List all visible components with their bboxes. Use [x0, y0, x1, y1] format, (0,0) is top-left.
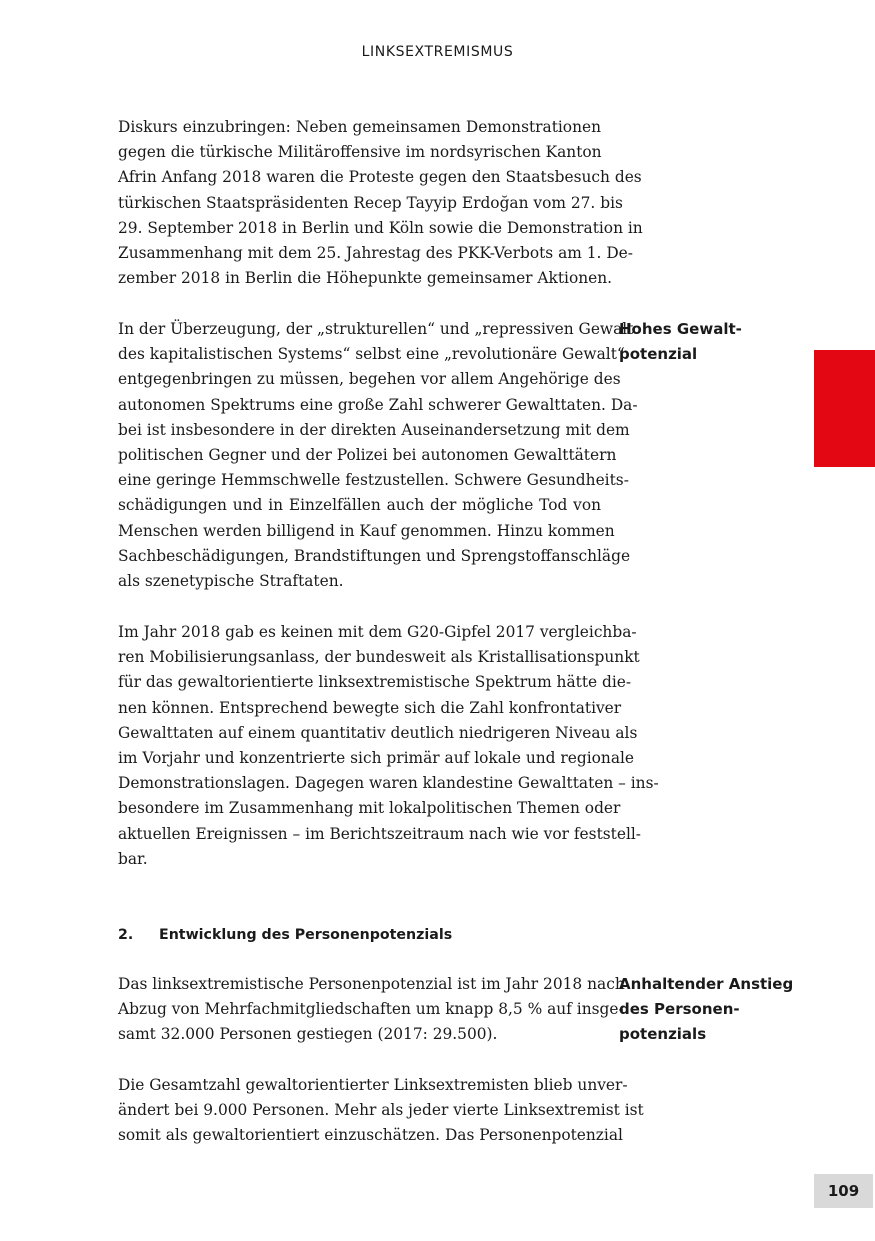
- text-line: entgegenbringen zu müssen, begehen vor allem Angehörige des: [118, 370, 621, 389]
- text-line: samt 32.000 Personen gestiegen (2017: 29.500).: [118, 1025, 498, 1044]
- body-paragraph: [118, 317, 638, 594]
- text-line: bar.: [118, 849, 148, 868]
- text-line: In der Überzeugung, der „strukturellen“ und „repressiven Gewalt: [118, 320, 634, 338]
- chapter-tab-marker: [814, 350, 875, 467]
- text-line: Die Gesamtzahl gewaltorientierter Linksextremisten blieb unver-: [118, 1076, 628, 1094]
- margin-note-line: potenzials: [619, 1025, 707, 1044]
- text-line: Zusammenhang mit dem 25. Jahrestag des PKK-Verbots am 1. De-: [118, 244, 633, 263]
- section-heading: [118, 924, 452, 946]
- text-line: zember 2018 in Berlin die Höhepunkte gemeinsamer Aktionen.: [118, 269, 613, 288]
- text-line: Menschen werden billigend in Kauf genommen. Hinzu kommen: [118, 521, 615, 540]
- text-line: bei ist insbesondere in der direkten Auseinandersetzung mit dem: [118, 420, 630, 439]
- text-line: Abzug von Mehrfachmitgliedschaften um knapp 8,5 % auf insge-: [118, 1000, 624, 1019]
- margin-note-line: potenzial: [619, 345, 698, 364]
- text-line: ändert bei 9.000 Personen. Mehr als jeder vierte Linksextremist ist: [118, 1101, 644, 1120]
- text-line: des kapitalistischen Systems“ selbst eine „revolutionäre Gewalt“: [118, 345, 625, 364]
- margin-note: [619, 972, 799, 1048]
- text-line: gegen die türkische Militäroffensive im nordsyrischen Kanton: [118, 143, 602, 162]
- text-line: als szenetypische Straftaten.: [118, 572, 344, 591]
- text-line: türkischen Staatspräsidenten Recep Tayyip Erdoğan vom 27. bis: [118, 193, 623, 212]
- text-line: 29. September 2018 in Berlin und Köln sowie die Demonstration in: [118, 218, 643, 237]
- text-line: im Vorjahr und konzentrierte sich primär auf lokale und regionale: [118, 749, 635, 768]
- text-line: Sachbeschädigungen, Brandstiftungen und Sprengstoffanschläge: [118, 546, 631, 565]
- text-line: Diskurs einzubringen: Neben gemeinsamen Demonstrationen: [118, 118, 601, 136]
- text-line: für das gewaltorientierte linksextremistische Spektrum hätte die-: [118, 673, 632, 692]
- text-line: autonomen Spektrums eine große Zahl schwerer Gewalttaten. Da-: [118, 395, 638, 414]
- text-line: ren Mobilisierungsanlass, der bundesweit als Kristallisationspunkt: [118, 648, 640, 667]
- margin-note-line: Hohes Gewalt-: [619, 320, 742, 338]
- margin-note: [619, 317, 799, 367]
- page-number: 109: [814, 1174, 873, 1208]
- text-line: Im Jahr 2018 gab es keinen mit dem G20-Gipfel 2017 vergleichba-: [118, 623, 637, 641]
- text-line: Afrin Anfang 2018 waren die Proteste gegen den Staatsbesuch des: [118, 168, 642, 187]
- body-paragraph: [118, 1073, 644, 1149]
- body-paragraph: [118, 620, 659, 872]
- text-line: schädigungen und in Einzelfällen auch der mögliche Tod von: [118, 496, 601, 515]
- text-line: besondere im Zusammenhang mit lokalpolitischen Themen oder: [118, 799, 621, 818]
- text-line: somit als gewaltorientiert einzuschätzen. Das Personenpotenzial: [118, 1126, 623, 1145]
- text-line: Das linksextremistische Personenpotenzial ist im Jahr 2018 nach: [118, 975, 625, 993]
- text-line: Demonstrationslagen. Dagegen waren klandestine Gewalttaten – ins-: [118, 774, 659, 793]
- text-line: aktuellen Ereignissen – im Berichtszeitraum nach wie vor feststell-: [118, 824, 641, 843]
- section-title: Entwicklung des Personenpotenzials: [159, 927, 453, 943]
- margin-note-line: des Personen-: [619, 1000, 740, 1019]
- body-paragraph: [118, 972, 625, 1048]
- margin-note-line: Anhaltender Anstieg: [619, 975, 794, 993]
- text-line: Gewalttaten auf einem quantitativ deutlich niedrigeren Niveau als: [118, 723, 638, 742]
- section-number: 2.: [118, 927, 134, 943]
- running-head: LINKSEXTREMISMUS: [361, 44, 514, 60]
- text-line: nen können. Entsprechend bewegte sich die Zahl konfrontativer: [118, 698, 622, 717]
- text-line: politischen Gegner und der Polizei bei autonomen Gewalttätern: [118, 446, 617, 465]
- body-paragraph: [118, 115, 643, 291]
- text-line: eine geringe Hemmschwelle festzustellen. Schwere Gesundheits-: [118, 471, 629, 490]
